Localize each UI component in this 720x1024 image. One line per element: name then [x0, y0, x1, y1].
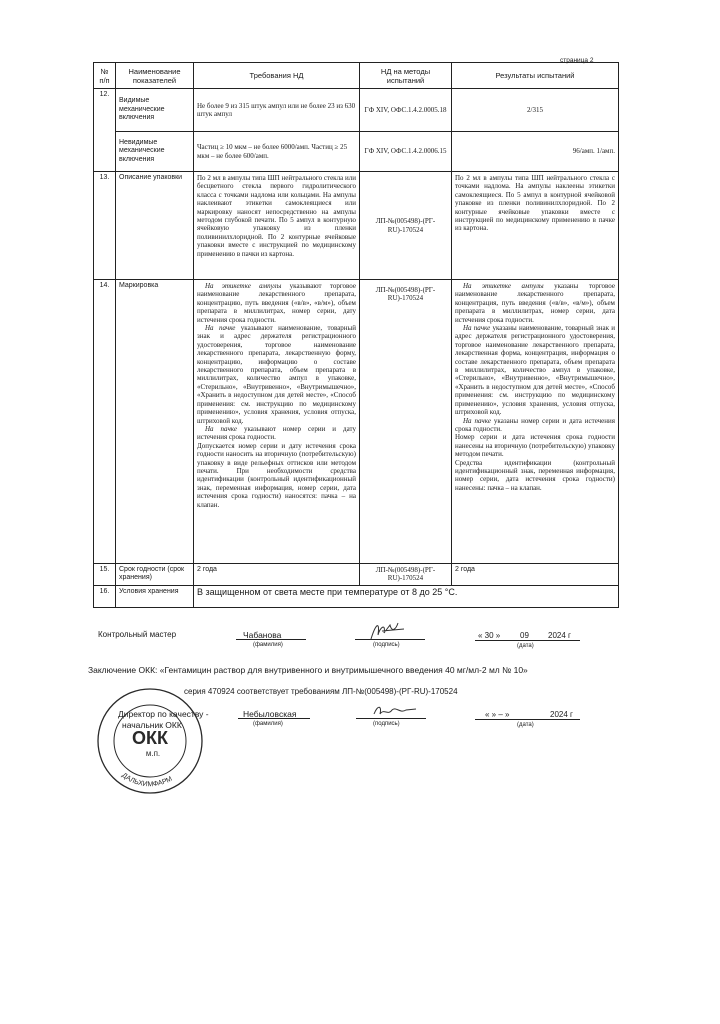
date-day: « 30 » [478, 631, 501, 640]
date-caption: (дата) [517, 722, 534, 728]
director-date: « » – » [485, 710, 510, 719]
label-pack: На пачке [205, 324, 236, 333]
sign-caption: (подпись) [373, 642, 400, 648]
table-row [94, 585, 619, 607]
page-number: страница 2 [560, 57, 594, 64]
date-underline [475, 640, 580, 641]
date-caption: (дата) [517, 643, 534, 649]
res-extra-text-2: Средства идентификации (контрольный идентификационный знак, переменная информация, номер серии, дата истечения срока годности) нанесены: пачка – на клапан. [455, 458, 615, 492]
header-req: Требования НД [194, 63, 360, 89]
requirement: В защищенном от света месте при температуре от 8 до 25 °С. [194, 585, 619, 607]
row-number: 13. [94, 172, 116, 280]
row-number: 16. [94, 585, 116, 607]
table-header-row [94, 63, 619, 89]
table-row [94, 132, 619, 172]
result: 2/315 [452, 89, 619, 132]
indicator-name: Маркировка [116, 280, 194, 564]
conclusion-text: Заключение ОКК: «Гентамицин раствор для внутривенного и внутримышечного введения 40 мг/мл-2 мл № 10» [88, 665, 528, 675]
header-nd: НД на методы испытаний [360, 63, 452, 89]
res-extra-text-1: Номер серии и дата истечения срока годности нанесены на вторичную (потребительскую) упаковку методом печати. [455, 433, 615, 459]
stamp-ring-text: ДАЛЬХИМФАРМ [120, 771, 174, 789]
nd-method: ГФ XIV, ОФС.1.4.2.0006.15 [360, 132, 452, 172]
indicator-name: Описание упаковки [116, 172, 194, 280]
date-underline [475, 719, 580, 720]
result [452, 280, 619, 564]
result: По 2 мл в ампулы типа ШП нейтрального стекла с точками надлома. На ампулы наклеены этикетки самоклеящиеся. По 5 ампул в контурной ячейковой упаковке из пленки поливинилхлоридной. По 2 контурные ячейковые упаковки вместе с инструкцией по медицинскому применению в пачке из картона. [452, 172, 619, 280]
res-pack-text: указаны наименование, товарный знак и адрес держателя регистрационного удостоверения, торговое наименование лекарственного препарата, лекарственная форма, концентрация, информация о составе лекарственного препарата, объем препарата в миллилитрах, количество ампул в упаковке, «Стерильно», «Внутривенно», «Внутримышечно», «Хранить в недоступном для детей месте», «Способ применения: см. инструкцию по медицинскому применению», условия хранения, условия отпуска, штриховой код. [455, 324, 615, 417]
res-pack2-text: указаны номер серии и дата истечения срока годности. [455, 416, 615, 433]
label-pack: На пачке [463, 416, 491, 425]
table-row [94, 280, 619, 564]
date-month: 09 [520, 631, 529, 640]
label-ampoule: На этикетке ампулы [463, 282, 544, 290]
req-extra-text: Допускается номер серии и дату истечения срока годности наносить на вторичную (потребительскую) упаковку в виде рельефных оттисков или методом печати. При необходимости средства идентификации (контрольный идентификационный знак, переменная информация, номер серии, дата истечения срока годности) наносятся: пачка – на клапан. [197, 441, 356, 509]
nd-method: ЛП-№(005498)-(РГ-RU)-170524 [360, 172, 452, 280]
conclusion-series: серия 470924 соответствует требованиям ЛП-№(005498)-(РГ-RU)-170524 [184, 687, 458, 696]
row-number: 12. [94, 89, 116, 172]
stamp-center-text: ОКК [132, 728, 168, 748]
header-name: Наименование показателей [116, 63, 194, 89]
director-date-year: 2024 г [550, 710, 573, 719]
test-results-table [93, 62, 619, 608]
requirement: Частиц ≥ 10 мкм – не более 6000/амп. Частиц ≥ 25 мкм – не более 600/амп. [194, 132, 360, 172]
company-stamp [95, 686, 205, 796]
control-master-name: Чабанова [243, 630, 282, 640]
requirement: По 2 мл в ампулы типа ШП нейтрального стекла или бесцветного стекла первого гидролитического класса с точками надлома или кольцами. На ампулы наклеивают этикетки самоклеящиеся или маркировку наносят непосредственно на ампулы методом глубокой печати. По 5 ампул в контурную ячейковую упаковку из пленки поливинилхлоридной. По 2 контурные ячейковые упаковки вместе с инструкцией по медицинскому применению в пачки из картона. [194, 172, 360, 280]
nd-method: ЛП-№(005498)-(РГ-RU)-170524 [360, 564, 452, 586]
label-pack: На пачке [463, 324, 491, 333]
req-pack2-text: указывают номер серии и дату истечения срока годности. [197, 424, 357, 442]
row-number: 14. [94, 280, 116, 564]
nd-method: ГФ XIV, ОФС.1.4.2.0005.18 [360, 89, 452, 132]
header-num: № п/п [94, 63, 116, 89]
name-caption: (фамилия) [253, 642, 283, 648]
result: 2 года [452, 564, 619, 586]
header-results: Результаты испытаний [452, 63, 619, 89]
handwritten-signature [372, 702, 420, 722]
stamp-sub-text: м.п. [145, 749, 161, 758]
director-label-1: Директор по качеству - [118, 709, 209, 719]
label-ampoule: На этикетке ампулы [205, 282, 282, 290]
table-row [94, 564, 619, 586]
table-row [94, 89, 619, 132]
req-ampoule-text: указывают торговое наименование лекарственного препарата, концентрацию, путь введения («в/в», «в/м»), объем препарата в миллилитрах, номер серии, дату истечения срока годности. [197, 282, 356, 324]
indicator-name: Невидимые механические включения [116, 132, 194, 172]
sign-caption: (подпись) [373, 721, 400, 727]
name-caption: (фамилия) [253, 721, 283, 727]
indicator-name: Срок годности (срок хранения) [116, 564, 194, 586]
label-pack: На пачке [205, 424, 238, 433]
res-ampoule-text: указаны торговое наименование лекарственного препарата, концентрация, путь введения («в/в», «в/м»), объем препарата в миллилитрах, номер серии, дата истечения срока годности. [455, 282, 615, 324]
control-master-label: Контрольный мастер [98, 630, 177, 639]
requirement: Не более 9 из 315 штук ампул или не более 23 из 630 штук ампул [194, 89, 360, 132]
indicator-name: Видимые механические включения [116, 89, 194, 132]
requirement: 2 года [194, 564, 360, 586]
result: 96/амп. 1/амп. [452, 132, 619, 172]
date-year: 2024 г [548, 631, 571, 640]
director-name: Небыловская [243, 709, 297, 719]
nd-method: ЛП-№(005498)-(РГ-RU)-170524 [360, 280, 452, 564]
row-number: 15. [94, 564, 116, 586]
requirement [194, 280, 360, 564]
indicator-name: Условия хранения [116, 585, 194, 607]
table-row [94, 172, 619, 280]
req-pack-text: указывают наименование, товарный знак и адрес держателя регистрационного удостоверения, торговое наименование лекарственного препарата, лекарственную форму, концентрацию, информацию о составе лекарственного препарата, объем препарата в миллилитрах, количество ампул в упаковке, «Стерильно», «Внутривенно», «Внутримышечно», «Хранить в недоступном для детей месте», «Способ применения: см. инструкцию по медицинскому применению», условия хранения, условия отпуска, штриховой код. [197, 324, 356, 425]
director-label-2: начальник ОКК [122, 720, 182, 730]
